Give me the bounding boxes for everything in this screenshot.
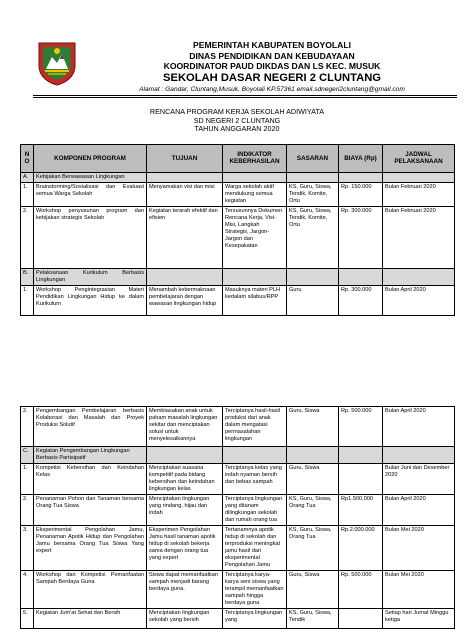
letterhead-divider	[33, 95, 457, 98]
cell-komponen: Eksperimental Pengolahan Jamu, Penanaman Apotik Hidup dan Pengolahan Jamu bersama Orang Tua Siswa Yang expert	[34, 526, 147, 571]
cell-biaya: Rp.2.000.000	[339, 526, 383, 571]
school-address: Alamat : Gandar, Cluntang,Musuk, Boyolali KP.57361 email.sdnegeri2cluntang@gmail.com	[139, 85, 405, 93]
cell-tujuan: Siswa dapat memanfaatkan sampah menjadi barang berdaya guna.	[147, 571, 223, 609]
cell-tujuan: Menciptakan lingkungan sekolah yang bersih	[147, 609, 223, 629]
school-name: SEKOLAH DASAR NEGERI 2 CLUNTANG	[163, 71, 381, 84]
cell-jadwal: Bulan Februari 2020	[383, 206, 455, 268]
table-row	[21, 407, 455, 447]
header-no: N O	[21, 144, 34, 172]
cell-jadwal: Bulan Juni dan Desember 2020	[383, 464, 455, 495]
cell-tujuan: Membiasakan anak untuk paham masalah lingkungan sekitar dan menciptakan solusi untuk menyelesaikannya	[147, 407, 223, 447]
letterhead-text	[87, 40, 457, 94]
cell-biaya: Rp. 150.000	[339, 182, 383, 206]
section-number: B.	[21, 268, 34, 285]
cell-jadwal: Setiap hari Jumat Minggu ketiga	[383, 609, 455, 629]
section-row	[21, 172, 455, 182]
cell-indikator: Terciptanya hasil-hasil produksi dari anak dalam mengatasi permasalahan lingkungan	[223, 407, 287, 447]
cell-jadwal: Bulan Mei 2020	[383, 571, 455, 609]
section-number: C.	[21, 447, 34, 464]
cell-biaya: Rp. 300.000	[339, 206, 383, 268]
cell-indikator: Masuknya materi PLH kedalam silabus/RPP	[223, 285, 287, 315]
title-line-1: RENCANA PROGRAM KERJA SEKOLAH ADIWIYATA	[149, 107, 325, 116]
table-row	[21, 285, 455, 315]
cell-indikator: Tertanamnya apotik hidup di sekolah dan terproduksi meningkat jamu hasil dari eksperimental Pengolahan Jamu	[223, 526, 287, 571]
cell-indikator: Terciptanya lingkungan yang	[223, 609, 287, 629]
cell-sasaran: KS, Guru, Siswa, Orang Tua	[287, 526, 339, 571]
cell-tujuan: Menciptakan lingkungan yang rindang, hijau dan indah	[147, 495, 223, 526]
cell-komponen: Penanaman Pohon dan Tanaman bersama Orang Tua Siswa	[34, 495, 147, 526]
letterhead-line-3: KOORDINATOR PAUD DIKDAS DAN LS KEC. MUSUK	[163, 61, 381, 71]
cell-sasaran: KS, Guru, Siswa, Orang Tua	[287, 495, 339, 526]
row-number: 5.	[21, 609, 34, 629]
cell-komponen: Pengembangan Pembelajaran berbasis Kolaborasi dan Masalah dan Proyek Produksi Solutif	[34, 407, 147, 447]
page-gap	[0, 378, 474, 403]
section-number: A.	[21, 172, 34, 182]
row-number: 2.	[21, 206, 34, 268]
row-number: 2.	[21, 407, 34, 447]
letterhead-line-1: PEMERINTAH KABUPATEN BOYOLALI	[192, 40, 352, 50]
document-page-2	[17, 403, 457, 632]
cell-biaya	[339, 464, 383, 495]
program-table-page-1	[20, 144, 455, 316]
cell-biaya: Rp. 300.000	[339, 285, 383, 315]
cell-jadwal: Bulan April 2020	[383, 285, 455, 315]
header-komponen: KOMPONEN PROGRAM	[34, 144, 147, 172]
cell-jadwal: Bulan April 2020	[383, 495, 455, 526]
cell-sasaran: KS, Guru, Siswa, Tendik	[287, 609, 339, 629]
title-line-2: SD NEGERI 2 CLUNTANG	[193, 115, 281, 125]
cell-tujuan: Eksperimen Pengolahan Jamu hasil tanaman apotik hidup di sekolah bekerja sama dengan orang tua yang expert	[147, 526, 223, 571]
cell-komponen: Brainstorming/Sosialisasi dan Evaluasi semua Warga Sekolah	[34, 182, 147, 206]
table-row	[21, 495, 455, 526]
section-label: Kebijakan Berwawasan Lingkungan	[34, 172, 147, 182]
cell-biaya: Rp1.500.000	[339, 495, 383, 526]
cell-biaya: Rp. 500.000	[339, 571, 383, 609]
program-table-page-2	[20, 406, 455, 629]
cell-sasaran: Guru	[287, 285, 339, 315]
cell-biaya: Rp. 500.000	[339, 407, 383, 447]
cell-biaya	[339, 609, 383, 629]
cell-komponen: Workshop penyusunan program dan kebijakan strategis Sekolah	[34, 206, 147, 268]
cell-komponen: Kompetisi Kebersihan dan Keindahan Kelas	[34, 464, 147, 495]
row-number: 1.	[21, 464, 34, 495]
header-indikator: INDIKATOR KEBERHASILAN	[223, 144, 287, 172]
header-tujuan: TUJUAN	[147, 144, 223, 172]
section-row	[21, 268, 455, 285]
letterhead-line-2: DINAS PENDIDIKAN DAN KEBUDAYAAN	[189, 50, 355, 61]
table-row	[21, 182, 455, 206]
row-number: 3.	[21, 526, 34, 571]
boyolali-crest-icon	[37, 40, 77, 86]
cell-sasaran: Guru, Siswa	[287, 464, 339, 495]
cell-sasaran: Guru, Siswa	[287, 571, 339, 609]
header-jadwal: JADWAL PELAKSANAAN	[383, 144, 455, 172]
cell-indikator: Terciptanya lingkungan yang ditanam dilingkungan sekolah dan rumah orang tua	[223, 495, 287, 526]
row-number: 1.	[21, 285, 34, 315]
row-number: 2.	[21, 495, 34, 526]
cell-komponen: Workshop Pengintegrasian Materi Pendidikan Lingkungan Hidup ke dalam Kurikulum	[34, 285, 147, 315]
document-page-1	[17, 38, 457, 378]
cell-sasaran: Guru, Siswa	[287, 407, 339, 447]
document-title	[17, 108, 457, 134]
header-sasaran: SASARAN	[287, 144, 339, 172]
cell-jadwal: Bulan April 2020	[383, 407, 455, 447]
table-row	[21, 464, 455, 495]
table-row	[21, 609, 455, 629]
header-biaya: BIAYA (Rp)	[339, 144, 383, 172]
table-row	[21, 206, 455, 268]
table-row	[21, 526, 455, 571]
table-header-row	[21, 144, 455, 172]
section-row	[21, 447, 455, 464]
cell-indikator: Warga sekolah aktif mendukung semua kegiatan	[223, 182, 287, 206]
cell-tujuan: Menyamakan visi dan misi	[147, 182, 223, 206]
cell-indikator: Tersusunnya Dokumen Rencana Kerja, Visi-Misi, Langkah Strategis, Jargon-Jargon dan Kesepakatan	[223, 206, 287, 268]
cell-tujuan: Menciptakan suasana kompetitif pada bidang kebersihan dan keindahan lingkungan kelas	[147, 464, 223, 495]
cell-jadwal: Bulan Mei 2020	[383, 526, 455, 571]
cell-indikator: Terciptanya kelas yang indah nyaman bersih dan bebas sampah	[223, 464, 287, 495]
cell-komponen: Workshop dan Kompetisi Pemanfaatan Sampah Berdaya Guna	[34, 571, 147, 609]
cell-sasaran: KS, Guru, Siswa, Tendik, Komite, Ortu	[287, 182, 339, 206]
cell-tujuan: Menambah kebermaknaan pembelajaran dengan wawasan lingkungan hidup	[147, 285, 223, 315]
title-line-3: TAHUN ANGGARAN 2020	[194, 124, 280, 134]
cell-komponen: Kegiatan Jum'at Sehat dan Bersih	[34, 609, 147, 629]
cell-jadwal: Bulan Februari 2020	[383, 182, 455, 206]
cell-tujuan: Kegiatan terarah efektif dan efisien	[147, 206, 223, 268]
cell-sasaran: KS, Guru, Siswa, Tendik, Komite, Ortu	[287, 206, 339, 268]
section-label: Kegiatan Pengembangan Lingkungan Berbasis Partisipatif	[34, 447, 147, 464]
row-number: 4.	[21, 571, 34, 609]
letterhead	[17, 38, 457, 98]
row-number: 1.	[21, 182, 34, 206]
table-row	[21, 571, 455, 609]
cell-indikator: Terciptanya karya-karya seni siswa yang terampil memanfaatkan sampah hingga berdaya guna	[223, 571, 287, 609]
section-label: Pelaksanaan Kurikulum Berbasis Lingkungan	[34, 268, 147, 285]
